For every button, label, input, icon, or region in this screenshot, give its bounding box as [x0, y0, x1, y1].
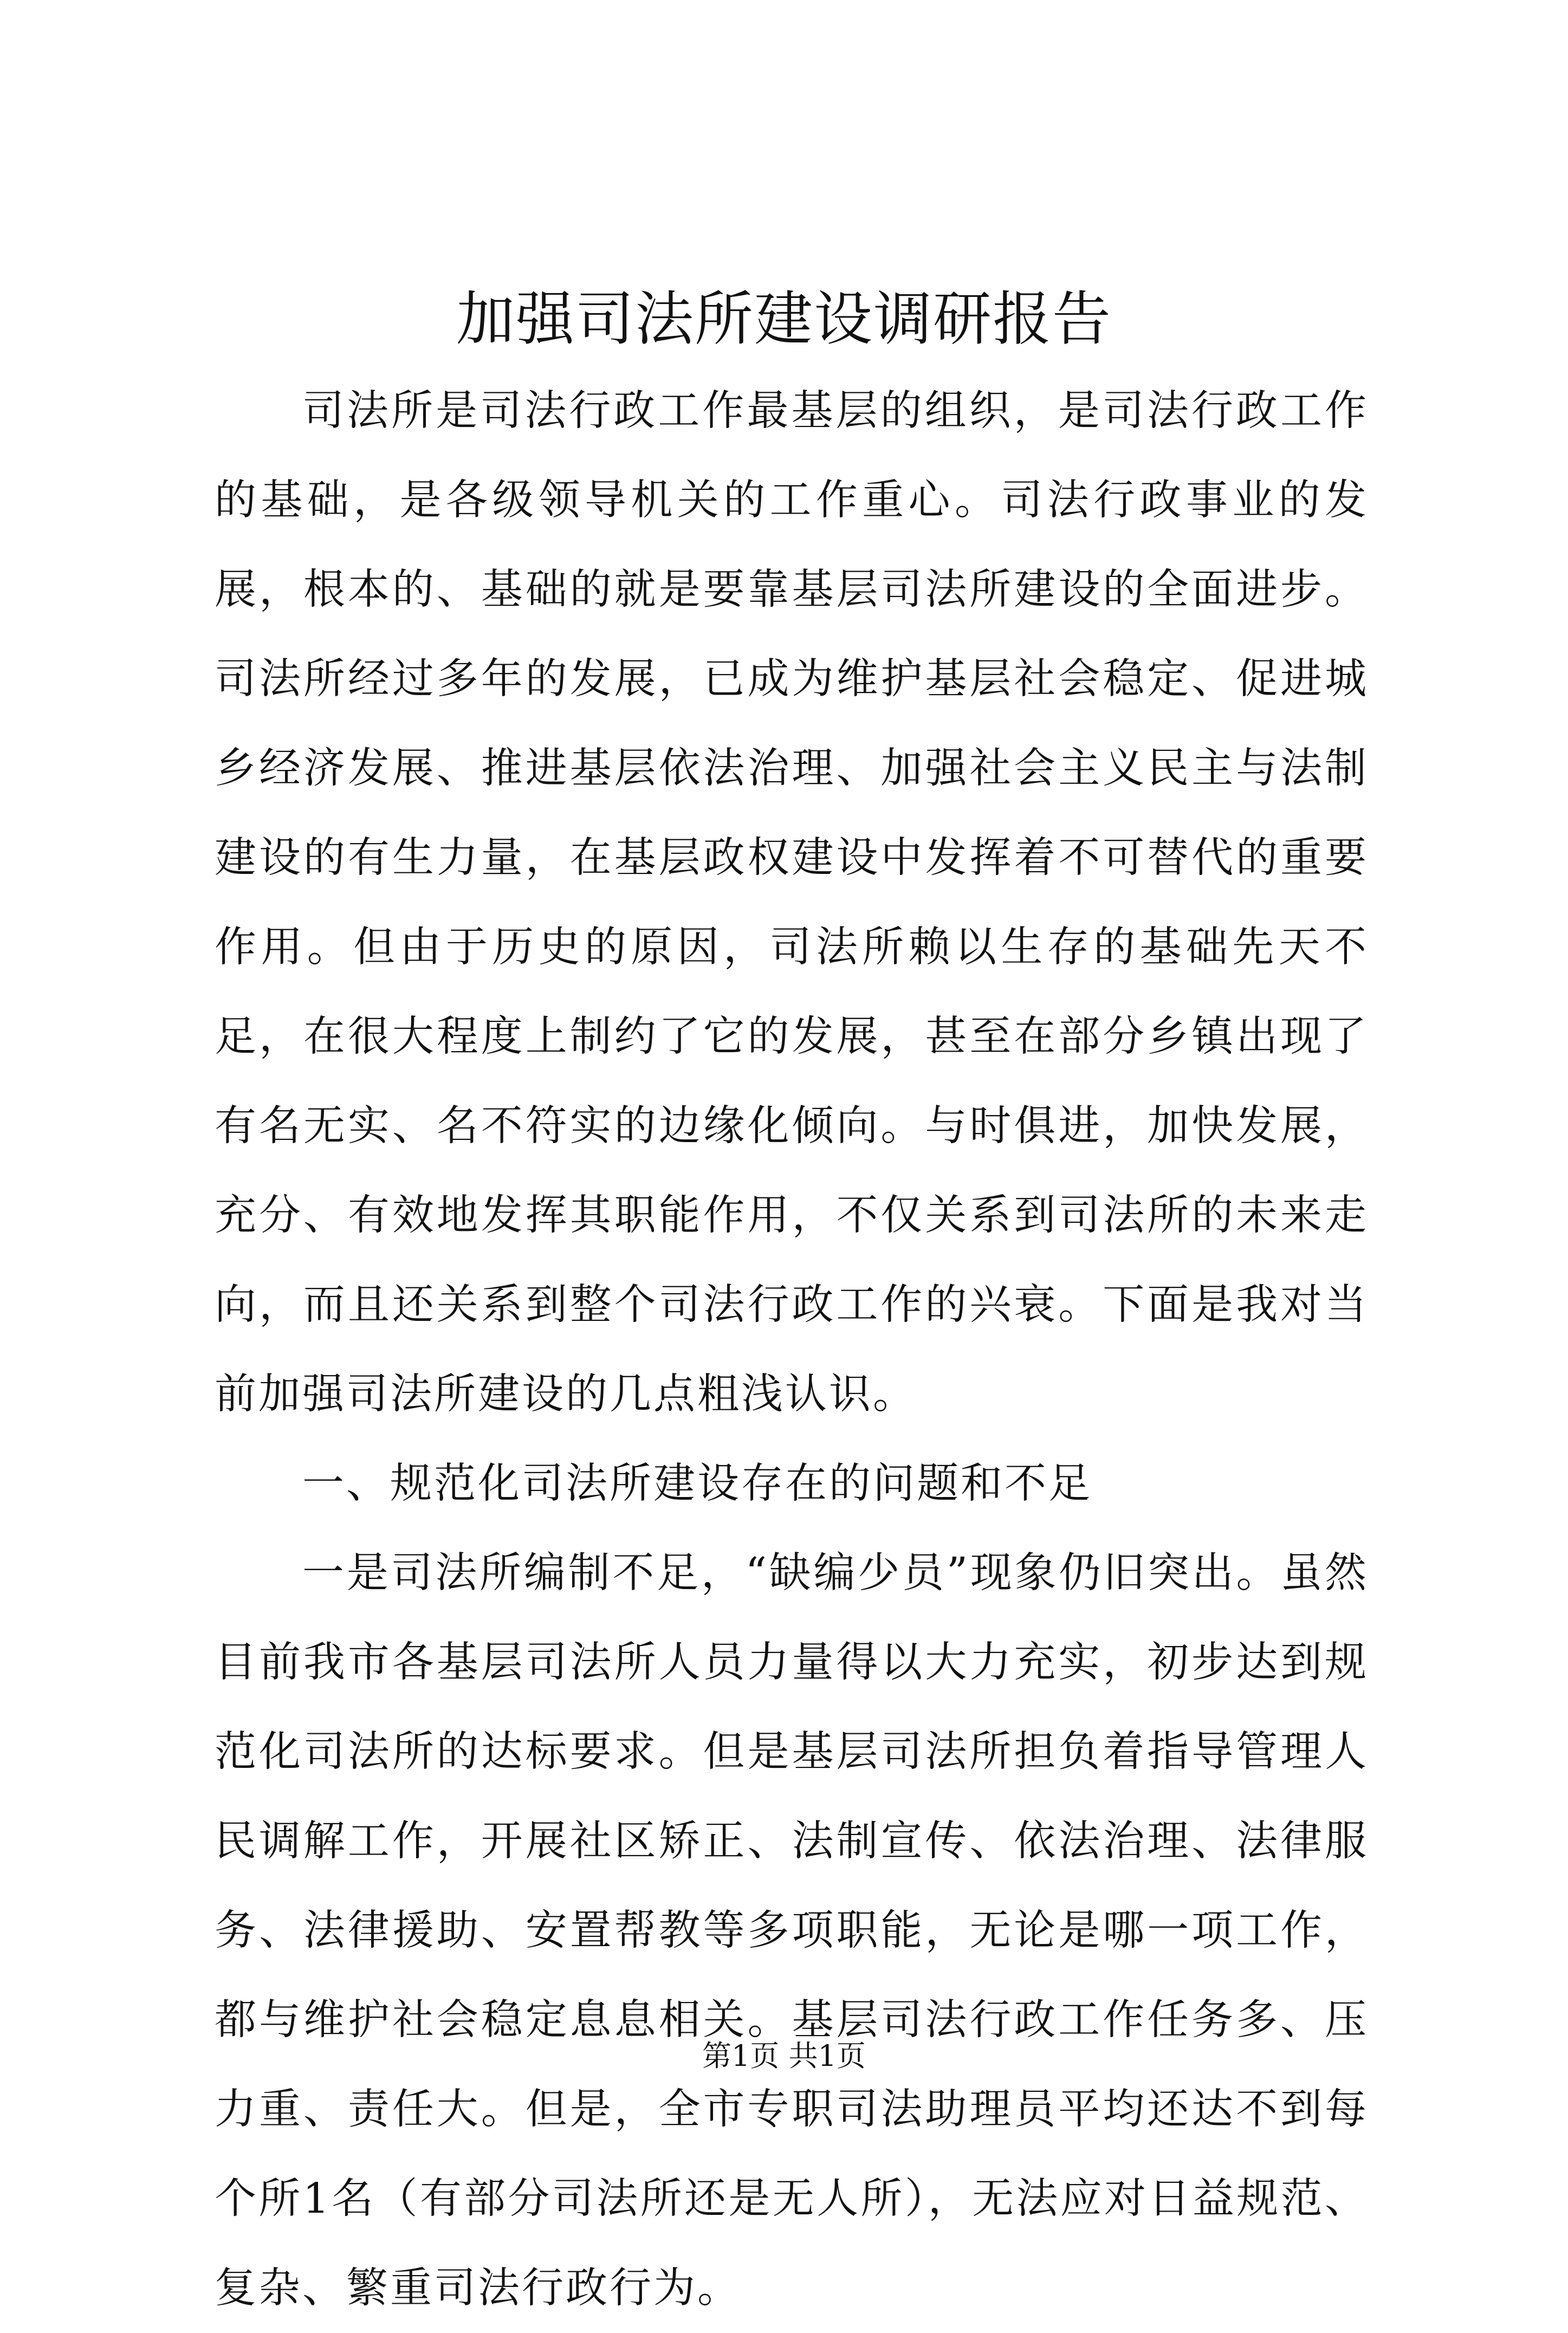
paragraph-issue-one: 一是司法所编制不足，“缺编少员”现象仍旧突出。虽然目前我市各基层司法所人员力量得以大力充实，初步达到规范化司法所的达标要求。但是基层司法所担负着指导管理人民调解工作，开展社区矫正、法制宣传、依法治理、法律服务、法律援助、安置帮教等多项职能，无论是哪一项工作，都与维护社会稳定息息相关。基层司法行政工作任务多、压力重、责任大。但是，全市专职司法助理员平均还达不到每个所1名（有部分司法所还是无人所），无法应对日益规范、复杂、繁重司法行政行为。	[215, 1549, 1369, 2312]
section-heading: 一、规范化司法所建设存在的问题和不足	[302, 1460, 1092, 1508]
document-title: 加强司法所建设调研报告	[456, 286, 1112, 353]
page-number-footer: 第1页 共1页	[702, 2039, 866, 2073]
paragraph-intro: 司法所是司法行政工作最基层的组织，是司法行政工作的基础，是各级领导机关的工作重心。司法行政事业的发展，根本的、基础的就是要靠基层司法所建设的全面进步。司法所经过多年的发展，已成为维护基层社会稳定、促进城乡经济发展、推进基层依法治理、加强社会主义民主与法制建设的有生力量，在基层政权建设中发挥着不可替代的重要作用。但由于历史的原因，司法所赖以生存的基础先天不足，在很大程度上制约了它的发展，甚至在部分乡镇出现了有名无实、名不符实的边缘化倾向。与时俱进，加快发展，充分、有效地发挥其职能作用，不仅关系到司法所的未来走向，而且还关系到整个司法行政工作的兴衰。下面是我对当前加强司法所建设的几点粗浅认识。	[215, 387, 1369, 1418]
